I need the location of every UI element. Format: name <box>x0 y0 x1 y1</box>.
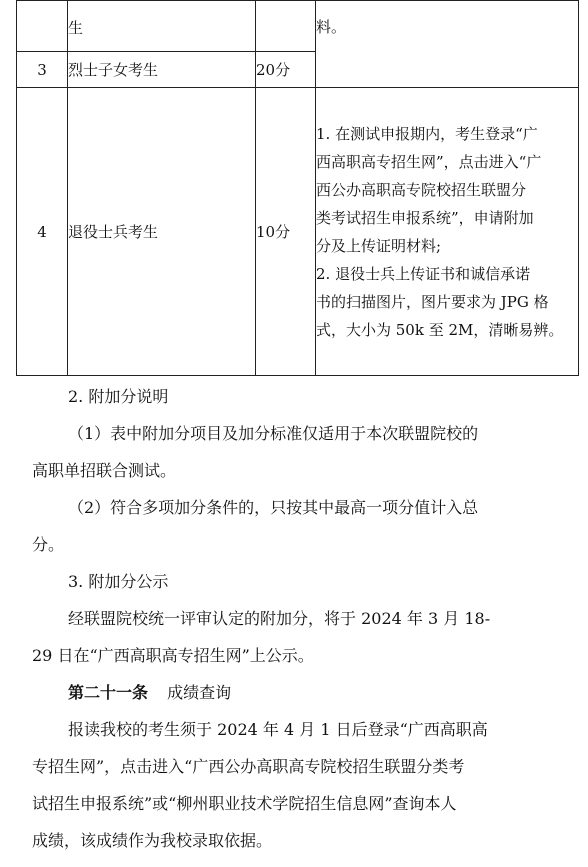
paragraph-line: （2）符合多项加分条件的，只按其中最高一项分值计入总 <box>68 498 479 517</box>
table-row <box>17 88 579 376</box>
row-number <box>17 1 68 52</box>
row-number: 4 <box>17 88 68 376</box>
paragraph-line: 高职单招联合测试。 <box>32 461 177 480</box>
paragraph-line: 专招生网”，点击进入“广西公办高职高专院校招生联盟分类考 <box>32 757 465 776</box>
note-line: 1. 在测试申报期内，考生登录“广 <box>316 124 538 143</box>
note-line: 2. 退役士兵上传证书和诚信承诺 <box>316 264 531 283</box>
bonus-score: 20分 <box>256 52 316 88</box>
paragraph-line: 分。 <box>32 535 65 554</box>
bonus-score: 10分 <box>256 88 316 376</box>
paragraph-line: 29 日在“广西高职高专招生网”上公示。 <box>32 646 314 665</box>
candidate-type: 生 <box>68 1 256 52</box>
row-number: 3 <box>17 52 68 88</box>
paragraph-line: （1）表中附加分项目及加分标准仅适用于本次联盟院校的 <box>68 424 479 443</box>
candidate-type: 烈士子女考生 <box>68 52 256 88</box>
candidate-type: 退役士兵考生 <box>68 88 256 376</box>
paragraph-line: 报读我校的考生须于 2024 年 4 月 1 日后登录“广西高职高 <box>68 720 488 739</box>
article-heading <box>68 680 231 703</box>
article-number: 第二十一条 <box>68 683 149 702</box>
paragraph-line: 试招生申报系统”或“柳州职业技术学院招生信息网”查询本人 <box>32 794 457 813</box>
note-line: 分及上传证明材料; <box>316 236 442 255</box>
note-line: 料。 <box>316 18 347 36</box>
table-row <box>17 1 579 52</box>
article-title: 成绩查询 <box>167 683 232 702</box>
section-heading: 2. 附加分说明 <box>68 387 169 406</box>
note-line: 西公办高职高专院校招生联盟分 <box>316 180 527 199</box>
paragraph-line: 经联盟院校统一评审认定的附加分，将于 2024 年 3 月 18- <box>68 609 491 628</box>
note-line: 书的扫描图片，图片要求为 JPG 格 <box>316 292 549 311</box>
paragraph-line: 成绩，该成绩作为我校录取依据。 <box>32 831 273 850</box>
bonus-points-table <box>16 0 579 376</box>
note-line: 类考试招生申报系统”，申请附加 <box>316 208 534 227</box>
requirement-note <box>316 88 579 376</box>
note-line: 式，大小为 50k 至 2M，清晰易辨。 <box>316 320 564 339</box>
requirement-note <box>316 1 579 88</box>
note-line: 西高职高专招生网”，点击进入“广 <box>316 152 542 171</box>
bonus-score <box>256 1 316 52</box>
section-heading: 3. 附加分公示 <box>68 572 169 591</box>
